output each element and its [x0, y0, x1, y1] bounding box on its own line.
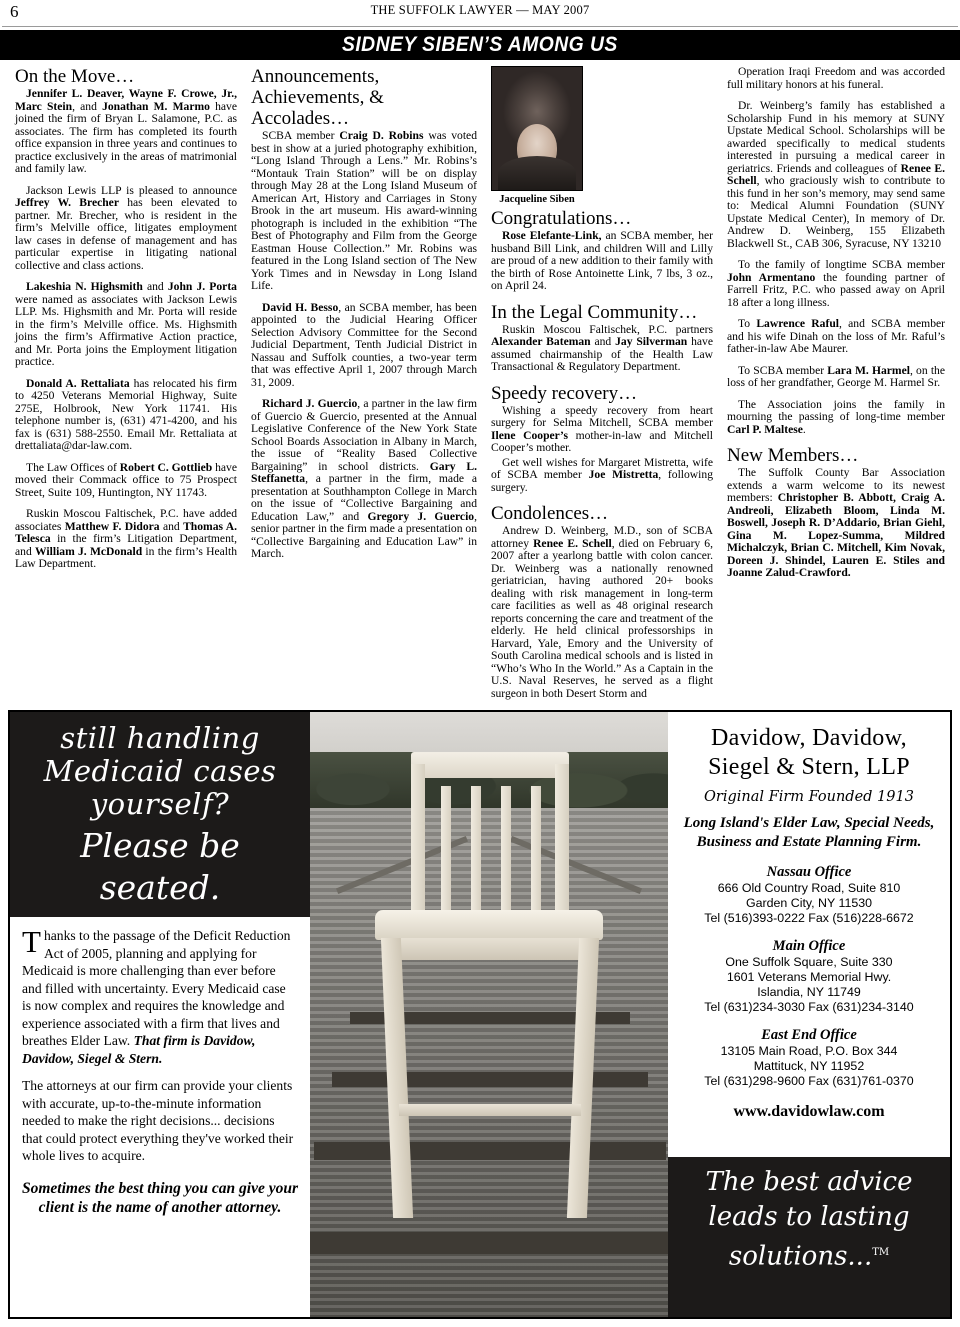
- article-paragraph: Ruskin Moscou Faltischek, P.C. partners Alexander Bateman and Jay Silverman have assumed chairmanship of the Health Law Transactional & Regulatory Department.: [491, 322, 713, 373]
- article-paragraph: Dr. Weinberg’s family has established a Scholarship Fund in his memory at SUNY Upstate Medical School. Scholarships will be awarded specifically to medical students interested in pursuing a medical career in geriatrics. Friends and colleagues of Renee E. Schell, who graciously wish to contribute to this fund in her son’s memory, may send same to: Medical Alumni Foundation (SUNY Upstate Medical Center), In memory of Dr. Andrew D. Weinberg, 155 Elizabeth Blackwell St., CAB 306, Syracuse, NY 13210: [727, 99, 945, 250]
- editorial-area: [0, 60, 960, 718]
- ad-paragraph-1-emphasis: That firm is Davidow, Davidow, Siegel & Stern.: [22, 1033, 256, 1066]
- ad-right-panel: [668, 712, 950, 1317]
- section-banner-title: SIDNEY SIBEN’S AMONG US: [342, 33, 618, 56]
- ad-slogan-block: [668, 1157, 950, 1317]
- chair-stretcher: [399, 1104, 581, 1116]
- office-nassau: [674, 864, 944, 926]
- chair-slat: [471, 786, 481, 910]
- article-paragraph: David H. Besso, an SCBA member, has been appointed to the Judicial Hearing Officer Selection Advisory Committee for the Second Judicial Department, Tenth Judicial District in Nassau and Suffolk counties, a two-year term that was effective April 1, 2007 through March 31, 2009.: [251, 300, 477, 389]
- chair-seat: [375, 910, 603, 940]
- chair-slat: [441, 786, 451, 910]
- chair-leg-right: [567, 938, 599, 1218]
- article-paragraph: Wishing a speedy recovery from heart surgery for Selma Mitchell, SCBA member Ilene Cooper’s mother-in-law and Mitchell Cooper’s mother.: [491, 403, 713, 454]
- office-address-line: One Suffolk Square, Suite 330: [725, 955, 893, 969]
- article-paragraph: Lakeshia N. Highsmith and John J. Porta were named as associates with Jackson Lewis LLP. Ms. Highsmith and Mr. Porta will reside in the firm’s Melville office. Ms. Highsmith joins the firm’s Affirmative Action practice, and Mr. Porta joins the Employment litigation practice.: [15, 280, 237, 368]
- chair-leg-left: [381, 938, 413, 1218]
- portrait-block: [491, 66, 583, 206]
- ad-headline-line2: Medicaid cases: [43, 754, 277, 788]
- ad-paragraph-1: [22, 924, 298, 1067]
- article-paragraph: The Association joins the family in mourning the passing of long-time member Carl P. Maltese.: [727, 397, 945, 436]
- article-paragraph: SCBA member Craig D. Robins was voted best in show at a juried photography exhibition, “Long Island Through a Lens.” Mr. Robins’s “Montauk Train Station” will be on display through May 28 at the Long Island Museum of American Art, History and Carriages in Stony Brook in the art museum. His award-winning photograph is included in the exhibition “The Best of Photography and Film from the George Eastman House Collection.” Mr. Robins was featured in the Long Island section of The New York Times and in Newsday in Long Island Life.: [251, 129, 477, 292]
- publication-title: THE SUFFOLK LAWYER — MAY 2007: [370, 3, 590, 17]
- ad-paragraph-1-text: Thanks to the passage of the Deficit Reduction Act of 2005, planning and applying for Medicaid is more challenging than ever before and filled with uncertainty. Every Medicaid case is now complex and requires the knowledge and experience associated with a firm that lives and breathes Elder Law.: [22, 924, 291, 1048]
- office-address-line: 13105 Main Road, P.O. Box 344: [720, 1044, 898, 1058]
- article-paragraph: The Law Offices of Robert C. Gottlieb have moved their Commack office to 75 Prospect Street, Suite 109, Huntington, NY 11743.: [15, 460, 238, 499]
- office-phone-line: Tel (631)234-3030 Fax (631)234-3140: [704, 1000, 914, 1014]
- heading-congratulations: Congratulations…: [491, 208, 632, 229]
- portrait-photo-jacqueline-siben: [491, 66, 583, 191]
- office-address-line: Garden City, NY 11530: [745, 896, 873, 910]
- office-name: Nassau Office: [766, 864, 852, 880]
- office-address-line: 1601 Veterans Memorial Hwy.: [726, 970, 892, 984]
- portrait-caption: Jacqueline Siben: [499, 194, 575, 205]
- office-main: [674, 938, 944, 1015]
- column-congratulations: [484, 66, 720, 718]
- article-paragraph: Rose Elefante-Link, an SCBA member, her husband Bill Link, and children Will and Lilly are proud of a new addition to their family with the birth of Rose Antoinette Link, 7 lbs, 3 oz., on April 24.: [491, 229, 714, 292]
- masthead-divider: [2, 26, 958, 27]
- firm-name-line1: Davidow, Davidow,: [711, 725, 907, 751]
- office-name: East End Office: [761, 1027, 857, 1043]
- article-paragraph: Richard J. Guercio, a partner in the law firm of Guercio & Guercio, presented at the Annual Legislative Conference of the New York State School Boards Association in Albany in March, the issue of “Reality Based Collective Bargaining” in school districts. Gary L. Steffanetta, a partner in the firm, made a presentation at Southhampton College in March on the issue of “Collective Bargaining and Education Law,” and Gregory J. Guercio, senior partner in the firm made a presentation on “Collective Bargaining and Education Law” in March.: [251, 397, 477, 560]
- chair-slat: [531, 786, 541, 910]
- ad-left-panel: [10, 712, 310, 1317]
- advertisement-davidow[interactable]: [8, 710, 952, 1319]
- article-paragraph: Donald A. Rettaliata has relocated his firm to 4250 Veterans Memorial Highway, Suite 275E, Holbrook, New York 11741. His telephone number is, (631) 471-4200, and his fax is (631) 588-2550. Email Mr. Rettaliata at drettaliata@dar-law.com.: [15, 376, 237, 452]
- article-paragraph: Jennifer L. Deaver, Wayne F. Crowe, Jr., Marc Stein, and Jonathan M. Marmo have joined the firm of Bryan L. Salamone, P.C. as associates. The firm has completed its fourth office expansion in three years and continues to practice exclusively in the areas of matrimonial and family law.: [15, 87, 237, 175]
- article-paragraph: To the family of longtime SCBA member John Armentano the founding partner of Farrell Fritz, P.C. who passed away on April 18 after a long illness.: [727, 258, 946, 309]
- ad-firm-info: [668, 712, 950, 1157]
- trademark-symbol: TM: [872, 1247, 890, 1258]
- article-paragraph: To Lawrence Raful, and SCBA member and his wife Dinah on the loss of Mr. Raful’s father-in-law Abe Maurer.: [727, 317, 946, 355]
- ad-headline-line1: still handling: [60, 721, 260, 755]
- column-on-the-move: [8, 66, 244, 718]
- article-paragraph: To SCBA member Lara M. Harmel, on the loss of her grandfather, George M. Harmel Sr.: [727, 363, 946, 389]
- office-phone-line: Tel (631)298-9600 Fax (631)761-0370: [704, 1074, 914, 1088]
- ad-slogan-line2: leads to lasting: [708, 1202, 910, 1232]
- heading-announcements: Announcements, Achievements, & Accolades…: [251, 66, 384, 129]
- article-paragraph: Operation Iraqi Freedom and was accorded full military honors at his funeral.: [727, 65, 945, 91]
- article-paragraph: Ruskin Moscou Faltischek, P.C. have added associates Matthew F. Didora and Thomas A. Telesca in the firm’s Litigation Department, and William J. McDonald in the firm’s Health Law Department.: [15, 507, 238, 570]
- ad-paragraph-2: The attorneys at our firm can provide your clients with accurate, up-to-the-minute information needed to make the right decisions... decisions that could protect everything they've worked their whole lives to acquire.: [22, 1078, 294, 1163]
- article-paragraph: Jackson Lewis LLP is pleased to announce Jeffrey W. Brecher has been elevated to partner. Mr. Brecher, who is resident in the firm’s Melville office, litigates employment law cases in defense of management and has particular expertise in litigating national collective and class actions.: [15, 183, 237, 272]
- article-paragraph: The Suffolk County Bar Association extends a warm welcome to its newest members: Christopher B. Abbott, Craig A. Andreoli, Elizabeth Bloom, Linda M. Boswell, Joseph R. D’Addario, Brian Giehl, Gina M. Lopez-Summa, Mildred Michalczyk, Brian C. Mitchell, Kim Novak, Doreen J. Shindel, Lauren E. Stiles and Joanne Zalud-Crawford.: [727, 466, 945, 579]
- ad-headline-line3: yourself?: [90, 787, 230, 821]
- office-east-end: [674, 1027, 944, 1089]
- ad-headline-line4: Please be seated.: [80, 826, 240, 907]
- heading-condolences: Condolences…: [491, 503, 609, 524]
- firm-name-line2: Siegel & Stern, LLP: [708, 754, 910, 780]
- column-announcements: [244, 66, 484, 718]
- ad-headline-block: [10, 712, 310, 917]
- office-phone-line: Tel (516)393-0222 Fax (516)228-6672: [704, 911, 914, 925]
- masthead: [0, 0, 960, 26]
- office-address-line: 666 Old Country Road, Suite 810: [717, 881, 901, 895]
- ad-slogan-line1: The best advice: [705, 1167, 913, 1197]
- office-address-line: Islandia, NY 11749: [757, 985, 861, 999]
- ad-photo-chair-on-railroad: [310, 712, 668, 1317]
- office-name: Main Office: [772, 938, 846, 954]
- ad-slogan-line3-text: solutions...: [728, 1241, 873, 1272]
- heading-on-the-move: On the Move…: [15, 66, 135, 87]
- section-banner: [0, 30, 960, 60]
- page-number: 6: [10, 2, 19, 21]
- ad-tagline: Sometimes the best thing you can give your client is the name of another attorney.: [22, 1179, 298, 1216]
- heading-speedy-recovery: Speedy recovery…: [491, 382, 638, 404]
- chair-stile-left: [411, 764, 425, 934]
- heading-new-members: New Members…: [727, 445, 859, 466]
- article-paragraph: Get well wishes for Margaret Mistretta, wife of SCBA member Joe Mistretta, following surgery.: [491, 455, 713, 494]
- chair-slat: [501, 786, 511, 910]
- ad-body-copy: [10, 917, 310, 1225]
- article-paragraph: Andrew D. Weinberg, M.D., son of SCBA attorney Renee E. Schell, died on February 6, 2007 after a yearlong battle with colon cancer. Dr. Weinberg was a nationally renowned geriatrician, having authored 20+ books dealing with risk management in long-term care facilities as well as 48 original research reports concerning the care and treatment of the elderly. He held clinical professorships in Harvard, Yale, Emory and the University of South Carolina medical schools and is listed in “Who’s Who In the World.” As a Captain in the U.S. Naval Reserves, he served as a flight surgeon in both Desert Storm and: [491, 524, 713, 700]
- photo-chair: [369, 752, 609, 1242]
- chair-top-rail: [411, 752, 569, 778]
- chair-stile-right: [555, 764, 569, 934]
- heading-in-the-legal-community: In the Legal Community…: [491, 301, 698, 323]
- chair-apron: [389, 938, 589, 960]
- office-address-line: Mattituck, NY 11952: [753, 1059, 865, 1073]
- firm-practice-description: Long Island's Elder Law, Special Needs, Business and Estate Planning Firm.: [683, 815, 935, 850]
- firm-website-link[interactable]: www.davidowlaw.com: [733, 1103, 885, 1120]
- column-new-members: [720, 66, 952, 718]
- ad-slogan-line3: [678, 1235, 940, 1275]
- firm-founded: Original Firm Founded 1913: [704, 789, 914, 805]
